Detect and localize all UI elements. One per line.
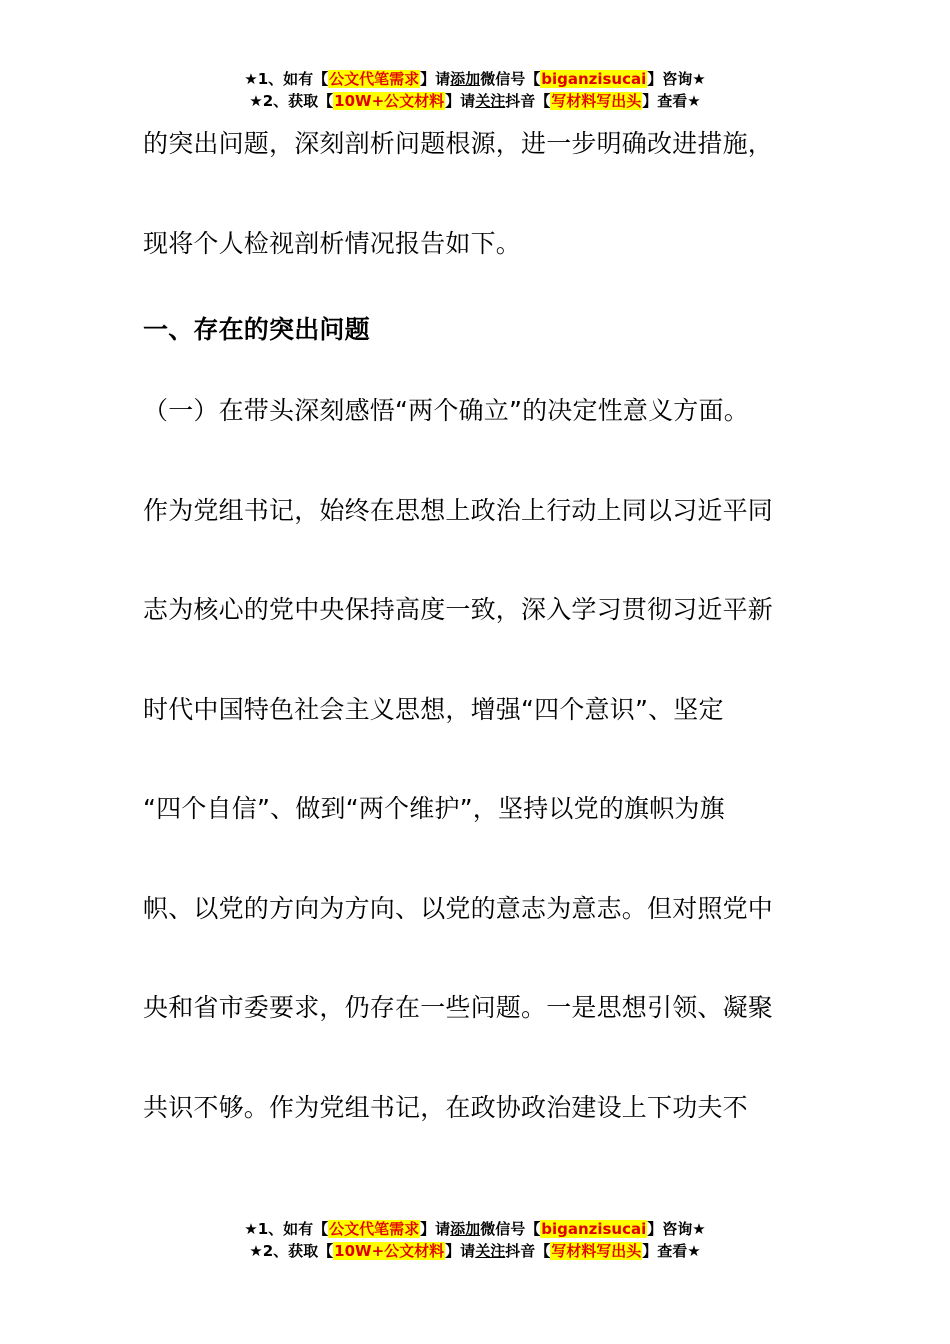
star-icon: ★ bbox=[687, 92, 701, 110]
text-line: 央和省市委要求，仍存在一些问题。一是思想引领、凝聚 bbox=[143, 993, 774, 1022]
highlight-materials: 10W+公文材料 bbox=[334, 1242, 445, 1260]
highlight-douyin: 写材料写出头 bbox=[551, 92, 642, 110]
highlight-douyin: 写材料写出头 bbox=[551, 1242, 642, 1260]
promo-line-2: ★2、获取【10W+公文材料】请关注抖音【写材料写出头】查看★ bbox=[249, 92, 701, 110]
promo-line-1: ★1、如有【公文代笔需求】请添加微信号【biganzisucai】咨询★ bbox=[244, 1220, 706, 1238]
highlight-materials: 10W+公文材料 bbox=[334, 92, 445, 110]
highlight-service: 公文代笔需求 bbox=[329, 70, 420, 88]
highlight-wechat-id: biganzisucai bbox=[541, 1220, 647, 1238]
subsection-heading: （一）在带头深刻感悟“两个确立”的决定性意义方面。 bbox=[143, 396, 749, 425]
text-line: 的突出问题，深刻剖析问题根源，进一步明确改进措施， bbox=[143, 129, 774, 158]
star-icon: ★ bbox=[244, 1220, 258, 1238]
promo-line-2: ★2、获取【10W+公文材料】请关注抖音【写材料写出头】查看★ bbox=[249, 1242, 701, 1260]
section-heading: 一、存在的突出问题 bbox=[143, 315, 370, 344]
text-line: 作为党组书记，始终在思想上政治上行动上同以习近平同 bbox=[143, 496, 774, 525]
star-icon: ★ bbox=[687, 1242, 701, 1260]
promo-banner-top bbox=[0, 68, 950, 112]
text-line: 帜、以党的方向为方向、以党的意志为意志。但对照党中 bbox=[143, 894, 774, 923]
text-line: 现将个人检视剖析情况报告如下。 bbox=[143, 229, 522, 258]
text-line: 共识不够。作为党组书记，在政协政治建设上下功夫不 bbox=[143, 1093, 748, 1122]
star-icon: ★ bbox=[249, 92, 263, 110]
promo-line-1: ★1、如有【公文代笔需求】请添加微信号【biganzisucai】咨询★ bbox=[244, 70, 706, 88]
star-icon: ★ bbox=[692, 1220, 706, 1238]
text-line: “四个自信”、做到“两个维护”，坚持以党的旗帜为旗 bbox=[143, 794, 725, 823]
text-line: 志为核心的党中央保持高度一致，深入学习贯彻习近平新 bbox=[143, 595, 774, 624]
highlight-wechat-id: biganzisucai bbox=[541, 70, 647, 88]
star-icon: ★ bbox=[692, 70, 706, 88]
promo-banner-bottom bbox=[0, 1218, 950, 1262]
text-line: 时代中国特色社会主义思想，增强“四个意识”、坚定 bbox=[143, 695, 724, 724]
star-icon: ★ bbox=[249, 1242, 263, 1260]
highlight-service: 公文代笔需求 bbox=[329, 1220, 420, 1238]
star-icon: ★ bbox=[244, 70, 258, 88]
